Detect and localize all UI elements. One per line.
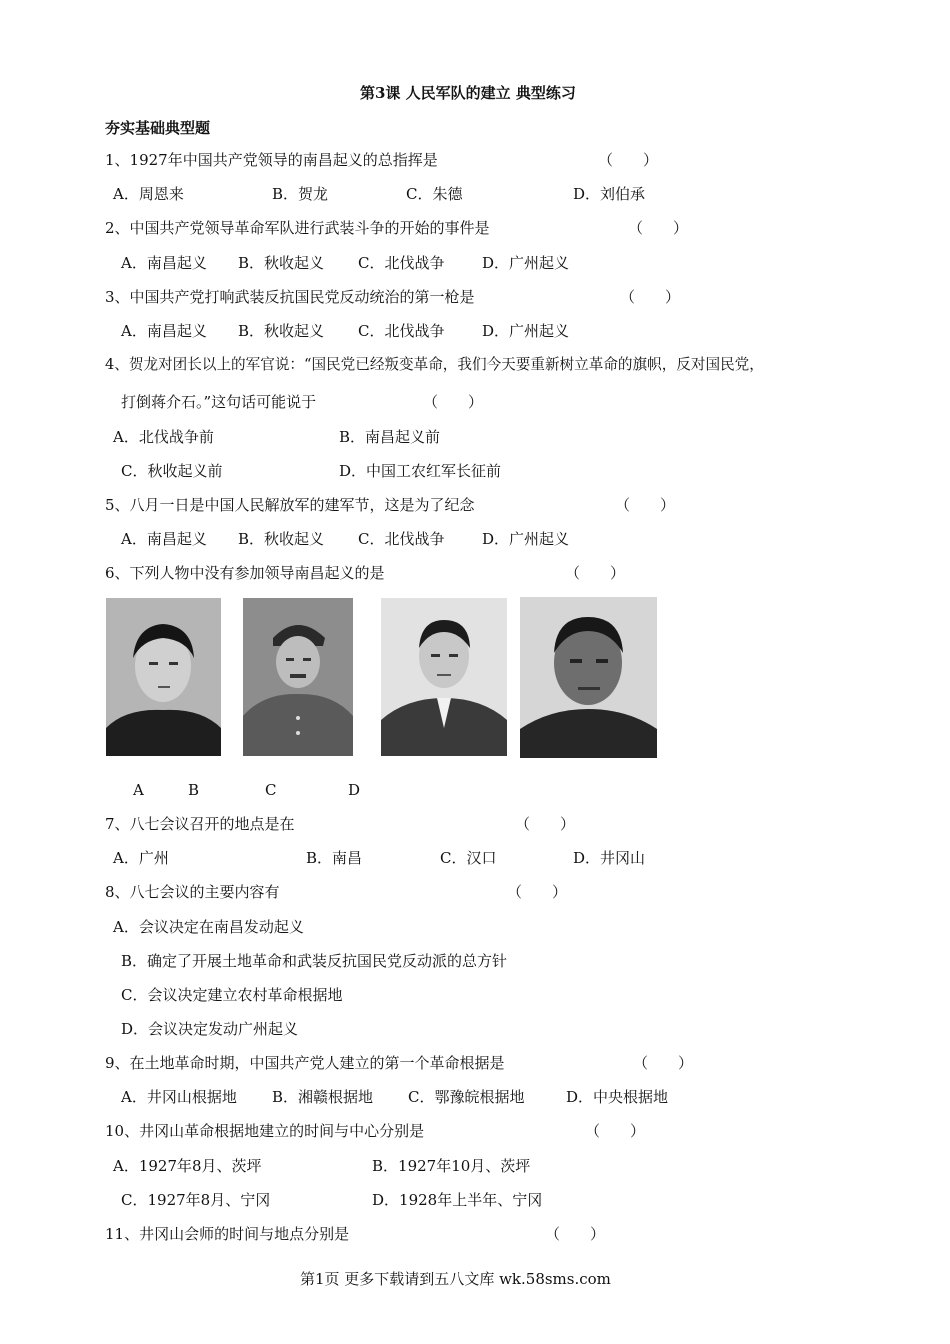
question-5-option-d: D．广州起义 — [482, 530, 570, 548]
question-2-option-b: B．秋收起义 — [238, 254, 325, 272]
question-8-option-c: C．会议决定建立农村革命根据地 — [121, 986, 343, 1004]
question-9-option-b: B．湘赣根据地 — [272, 1088, 374, 1106]
question-9-stem: 9、在土地革命时期，中国共产党人建立的第一个革命根据是 — [105, 1054, 505, 1072]
question-1-answer-paren: （ ） — [598, 151, 659, 169]
question-9-option-d: D．中央根据地 — [566, 1088, 669, 1106]
question-4-option-b: B．南昌起义前 — [339, 428, 441, 446]
question-5-answer-paren: （ ） — [615, 496, 676, 514]
question-11-stem: 11、井冈山会师的时间与地点分别是 — [105, 1225, 350, 1243]
question-10-option-d: D．1928年上半年、宁冈 — [372, 1191, 543, 1209]
question-10-stem: 10、井冈山革命根据地建立的时间与中心分别是 — [105, 1122, 425, 1140]
question-2-option-d: D．广州起义 — [482, 254, 570, 272]
question-7-option-c: C．汉口 — [440, 849, 497, 867]
question-7-answer-paren: （ ） — [515, 815, 576, 833]
question-4-answer-paren: （ ） — [423, 393, 484, 411]
question-2-stem: 2、中国共产党领导革命军队进行武装斗争的开始的事件是 — [105, 219, 490, 237]
page-footer: 第1页 更多下载请到五八文库 wk.58sms.com — [300, 1270, 611, 1288]
question-5-option-c: C．北伐战争 — [358, 530, 445, 548]
question-8-option-d: D．会议决定发动广州起义 — [121, 1020, 299, 1038]
question-7-option-b: B．南昌 — [306, 849, 363, 867]
portrait-label-c: C — [265, 781, 277, 799]
question-6-stem: 6、下列人物中没有参加领导南昌起义的是 — [105, 564, 385, 582]
question-3-answer-paren: （ ） — [620, 288, 681, 306]
question-8-option-b: B．确定了开展土地革命和武装反抗国民党反动派的总方针 — [121, 952, 508, 970]
question-11-answer-paren: （ ） — [545, 1225, 606, 1243]
question-3-stem: 3、中国共产党打响武装反抗国民党反动统治的第一枪是 — [105, 288, 475, 306]
question-4-option-c: C．秋收起义前 — [121, 462, 223, 480]
question-10-option-c: C．1927年8月、宁冈 — [121, 1191, 271, 1209]
question-4-stem-line-2: 打倒蒋介石。”这句话可能说于 — [121, 393, 317, 411]
question-8-option-a: A．会议决定在南昌发动起义 — [113, 918, 304, 936]
question-4-option-d: D．中国工农红军长征前 — [339, 462, 502, 480]
question-3-option-d: D．广州起义 — [482, 322, 570, 340]
question-10-answer-paren: （ ） — [585, 1122, 646, 1140]
question-1-option-c: C．朱德 — [406, 185, 463, 203]
question-2-option-c: C．北伐战争 — [358, 254, 445, 272]
question-9-option-c: C．鄂豫皖根据地 — [408, 1088, 525, 1106]
portrait-photo-b — [243, 598, 353, 756]
question-8-answer-paren: （ ） — [507, 883, 568, 901]
question-1-stem: 1、1927年中国共产党领导的南昌起义的总指挥是 — [105, 151, 438, 169]
question-3-option-a: A．南昌起义 — [121, 322, 207, 340]
question-9-answer-paren: （ ） — [633, 1054, 694, 1072]
question-7-option-a: A．广州 — [113, 849, 169, 867]
question-6-answer-paren: （ ） — [565, 564, 626, 582]
question-10-option-b: B．1927年10月、茨坪 — [372, 1157, 531, 1175]
portrait-photo-d — [520, 597, 657, 758]
question-5-option-b: B．秋收起义 — [238, 530, 325, 548]
question-10-option-a: A．1927年8月、茨坪 — [113, 1157, 262, 1175]
portrait-label-b: B — [188, 781, 200, 799]
portrait-photo-a — [106, 598, 221, 756]
portrait-label-a: A — [133, 781, 144, 799]
question-1-option-a: A．周恩来 — [113, 185, 184, 203]
question-9-option-a: A．井冈山根据地 — [121, 1088, 237, 1106]
question-5-stem: 5、八月一日是中国人民解放军的建军节，这是为了纪念 — [105, 496, 475, 514]
section-heading: 夯实基础典型题 — [105, 119, 211, 137]
question-4-option-a: A．北伐战争前 — [113, 428, 214, 446]
question-2-answer-paren: （ ） — [628, 219, 689, 237]
question-7-stem: 7、八七会议召开的地点是在 — [105, 815, 295, 833]
question-5-option-a: A．南昌起义 — [121, 530, 207, 548]
question-3-option-c: C．北伐战争 — [358, 322, 445, 340]
page-title: 第3课 人民军队的建立 典型练习 — [360, 84, 576, 102]
question-2-option-a: A．南昌起义 — [121, 254, 207, 272]
question-1-option-d: D．刘伯承 — [573, 185, 646, 203]
question-8-stem: 8、八七会议的主要内容有 — [105, 883, 280, 901]
portrait-photo-c — [381, 598, 507, 756]
question-1-option-b: B．贺龙 — [272, 185, 329, 203]
portrait-label-d: D — [348, 781, 361, 799]
question-7-option-d: D．井冈山 — [573, 849, 646, 867]
question-3-option-b: B．秋收起义 — [238, 322, 325, 340]
question-4-stem-line-1: 4、贺龙对团长以上的军官说：“国民党已经叛变革命，我们今天要重新树立革命的旗帜，反对国民党， — [105, 356, 764, 373]
